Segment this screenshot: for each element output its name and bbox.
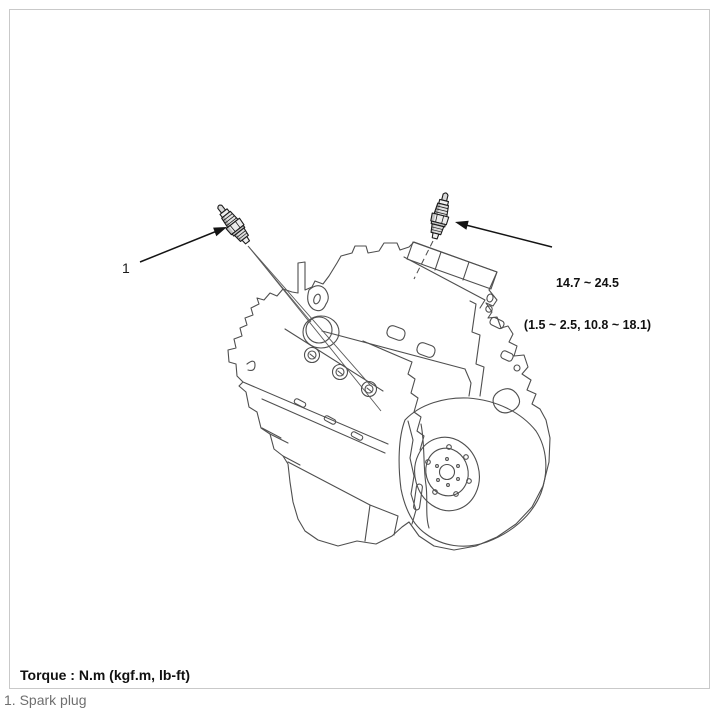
plug-wells xyxy=(305,348,377,397)
plug-dashed-leader xyxy=(414,241,433,279)
part-number-label: 1 xyxy=(122,260,130,276)
figure-caption: 1. Spark plug xyxy=(4,692,87,708)
torque-units-note: Torque : N.m (kgf.m, lb-ft) xyxy=(20,667,191,683)
plug-guide-lines xyxy=(248,246,381,411)
spark-plug-icon xyxy=(212,200,254,247)
torque-value-kgfm-lbft: (1.5 ~ 2.5, 10.8 ~ 18.1) xyxy=(523,318,652,332)
bell-housing xyxy=(399,398,546,546)
torque-value-nm: 14.7 ~ 24.5 xyxy=(556,276,619,290)
flywheel xyxy=(407,430,488,518)
cover-hole xyxy=(415,341,436,358)
cover-hole xyxy=(385,324,406,341)
callout-arrows xyxy=(140,221,552,262)
part-1-arrow xyxy=(140,227,227,262)
oil-pan-lines xyxy=(262,428,398,541)
torque-arrow xyxy=(455,221,552,247)
spark-plug-icon xyxy=(426,191,454,240)
valve-cover-valley xyxy=(322,331,471,396)
tube-bracket xyxy=(308,286,329,311)
torque-value-callout xyxy=(500,248,675,360)
block-detail xyxy=(247,361,255,370)
gasket-slot xyxy=(324,415,337,425)
